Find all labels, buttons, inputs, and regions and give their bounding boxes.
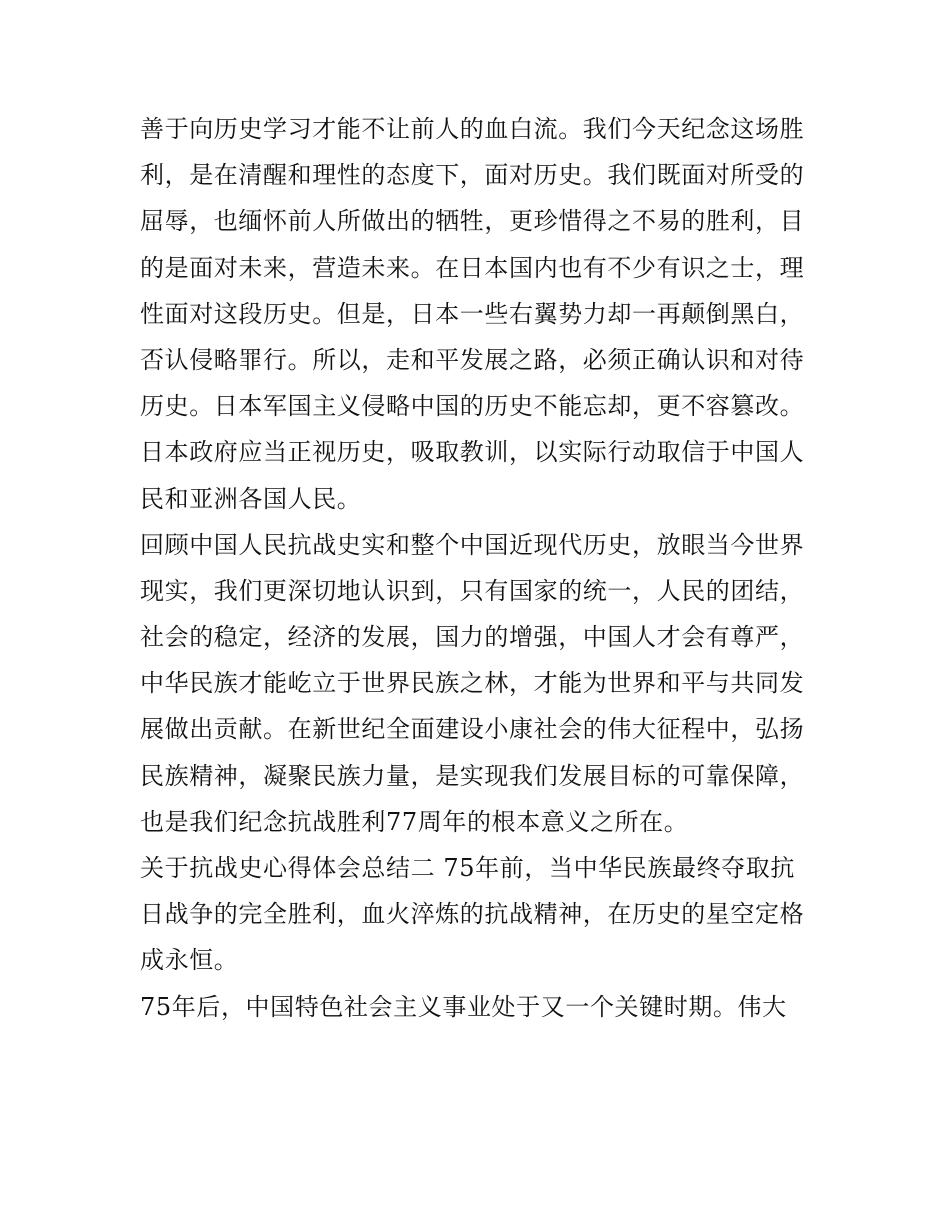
text-line: 否认侵略罪行。所以，走和平发展之路，必须正确认识和对待 xyxy=(140,345,805,374)
text-line: 性面对这段历史。但是，日本一些右翼势力却一再颠倒黑白， xyxy=(140,299,805,328)
text-line: 社会的稳定，经济的发展，国力的增强，中国人才会有尊严， xyxy=(140,623,805,652)
text-line: 历史。日本军国主义侵略中国的历史不能忘却，更不容篡改。 xyxy=(140,392,805,421)
text-line: 也是我们纪念抗战胜利77周年的根本意义之所在。 xyxy=(140,807,689,836)
body-text xyxy=(140,106,830,1030)
text-line: 75年后，中国特色社会主义事业处于又一个关键时期。伟大 xyxy=(140,992,787,1021)
text-line: 的是面对未来，营造未来。在日本国内也有不少有识之士，理 xyxy=(140,253,805,282)
text-line: 利，是在清醒和理性的态度下，面对历史。我们既面对所受的 xyxy=(140,161,805,190)
text-line: 善于向历史学习才能不让前人的血白流。我们今天纪念这场胜 xyxy=(140,115,805,143)
text-line: 回顾中国人民抗战史实和整个中国近现代历史，放眼当今世界 xyxy=(140,530,805,559)
text-line: 民族精神，凝聚民族力量，是实现我们发展目标的可靠保障， xyxy=(140,761,805,790)
text-line: 成永恒。 xyxy=(140,946,239,975)
text-line: 日本政府应当正视历史，吸取教训，以实际行动取信于中国人 xyxy=(140,438,805,467)
text-line: 民和亚洲各国人民。 xyxy=(140,484,362,513)
text-line: 屈辱，也缅怀前人所做出的牺牲，更珍惜得之不易的胜利，目 xyxy=(140,207,805,236)
text-line: 日战争的完全胜利，血火淬炼的抗战精神，在历史的星空定格 xyxy=(140,900,805,929)
text-line: 现实，我们更深切地认识到，只有国家的统一，人民的团结， xyxy=(140,576,805,605)
text-line: 中华民族才能屹立于世界民族之林，才能为世界和平与共同发 xyxy=(140,669,805,698)
text-line: 展做出贡献。在新世纪全面建设小康社会的伟大征程中，弘扬 xyxy=(140,715,805,744)
text-line: 关于抗战史心得体会总结二 75年前，当中华民族最终夺取抗 xyxy=(140,854,795,882)
